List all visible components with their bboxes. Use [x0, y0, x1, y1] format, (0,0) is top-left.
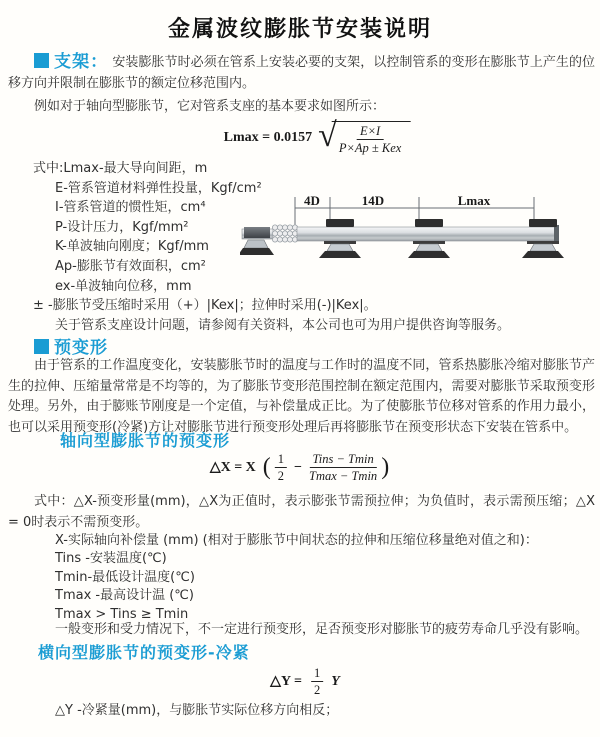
definition-line: I-管系管道的惯性矩，cm⁴	[55, 200, 206, 216]
dim-label-4d: 4D	[304, 193, 320, 208]
lateral-explain-line: △Y -冷紧量(mm)，与膨胀节实际位移方向相反；	[55, 703, 339, 718]
definition-line: ex-单波轴向位移，mm	[55, 278, 192, 294]
pipe-support-diagram	[240, 192, 598, 294]
half-denominator: 2	[314, 683, 321, 697]
axial-explain-paragraph: 式中：△X-预变形量(mm)，△X为正值时，表示膨张节需预拉伸；为负值时，表示需预压缩；△X = 0时表示不需预变形。	[8, 494, 595, 530]
definition-line: Tmax -最高设计温 (℃)	[55, 588, 194, 604]
lmax-formula-denominator: P×Ap ± Kex	[338, 141, 402, 155]
half-numerator: 1	[311, 666, 323, 682]
plusminus-rule-line: ± -膨胀节受压缩时采用（+）|Kex|；拉伸时采用(-)|Kex|。	[33, 298, 377, 314]
half-denominator: 2	[277, 469, 285, 483]
axial-note-line: 一般变形和受力情况下，不一定进行预变形，足否预变形对膨胀节的疲劳寿命几乎没有影响。	[55, 622, 589, 637]
axial-definitions	[55, 532, 538, 624]
definition-line: Ap-膨胀节有效面积，cm²	[55, 258, 206, 274]
dim-label-lmax: Lmax	[457, 193, 491, 208]
temp-fraction-numerator: Tins − Tmin	[309, 452, 376, 468]
definition-line: K-单波轴向刚度；Kgf/mm	[55, 239, 209, 255]
lateral-subsection-heading: 横向型膨胀节的预变形-冷紧	[38, 643, 250, 662]
page-title: 金属波纹膨胀节安装说明	[167, 17, 432, 42]
support-intro-text: 安装膨胀节时必须在管系上安装必要的支架，以控制管系的变形在膨胀节上产生的位移方向并限制在膨胀节的额定位移范围内。	[8, 55, 595, 91]
lateral-formula	[270, 666, 340, 697]
definition-line: Tmax > Tins ≥ Tmin	[55, 606, 189, 622]
preform-heading-label: 预变形	[54, 338, 108, 358]
axial-formula-lhs: △X = X	[209, 460, 256, 475]
definition-line: X-实际轴向补偿量 (mm) (相对于膨胀节中间状态的拉伸和压缩位移量绝对值之和)：	[55, 533, 538, 548]
section-bullet-icon	[34, 339, 49, 354]
support-note-line: 关于管系支座设计问题，请参阅有关资料，本公司也可为用户提供咨询等服务。	[55, 317, 511, 333]
definition-line: E-管系管道材料弹性投量，Kgf/cm²	[55, 180, 262, 196]
definition-line: Tins -安装温度(℃)	[55, 551, 167, 567]
definition-line: Tmin-最低设计温度(℃)	[55, 569, 195, 585]
temp-fraction-denominator: Tmax − Tmin	[309, 469, 378, 483]
preform-paragraph: 由于管系的工作温度变化，安装膨胀节时的温度与工作时的温度不同，管系热膨胀冷缩对膨胀节产生的拉伸、压缩量常常是不均等的，为了膨胀节变形范围控制在额定范围内，需要对膨胀节采取预变形处理。另外，由于膨账节刚度是一个定值，与补偿量成正比。为了使膨胀节位移对管系的作用力最小，也可以采用预变形(冷紧)方让对膨胀节进行预变形处理后再将膨胀节在预变形状态下安装在管系中。	[8, 358, 595, 435]
dim-label-14d: 14D	[361, 193, 385, 208]
minus-sign: −	[294, 459, 303, 475]
anchor-support-icon	[240, 227, 274, 255]
preform-section-heading	[34, 333, 108, 358]
axial-subsection-heading: 轴向型膨胀节的预变形	[60, 431, 231, 450]
close-paren: )	[381, 453, 390, 480]
half-numerator: 1	[275, 452, 287, 468]
lmax-formula	[223, 117, 411, 155]
lmax-formula-numerator: E×I	[357, 124, 383, 140]
section-bullet-icon	[34, 53, 49, 68]
support-section-heading: 支架：	[54, 52, 109, 72]
pipe-end-cap	[554, 225, 559, 242]
support-intro-paragraph	[8, 52, 595, 94]
lateral-formula-rhs: Y	[331, 673, 340, 689]
support-example-line: 例如对于轴向型膨胀节，它对管系支座的基本要求如图所示：	[34, 99, 386, 114]
bellows-icon	[272, 225, 297, 242]
lmax-formula-lhs: Lmax = 0.0157	[223, 130, 313, 145]
definition-line: P-设计压力，Kgf/mm²	[55, 219, 189, 235]
definition-line: 式中:Lmax-最大导向间距，m	[33, 161, 208, 176]
open-paren: (	[262, 453, 271, 480]
sqrt-radical-icon: √	[318, 117, 337, 154]
pipe	[297, 227, 558, 241]
axial-formula	[210, 452, 390, 483]
lateral-formula-lhs: △Y =	[270, 674, 303, 689]
